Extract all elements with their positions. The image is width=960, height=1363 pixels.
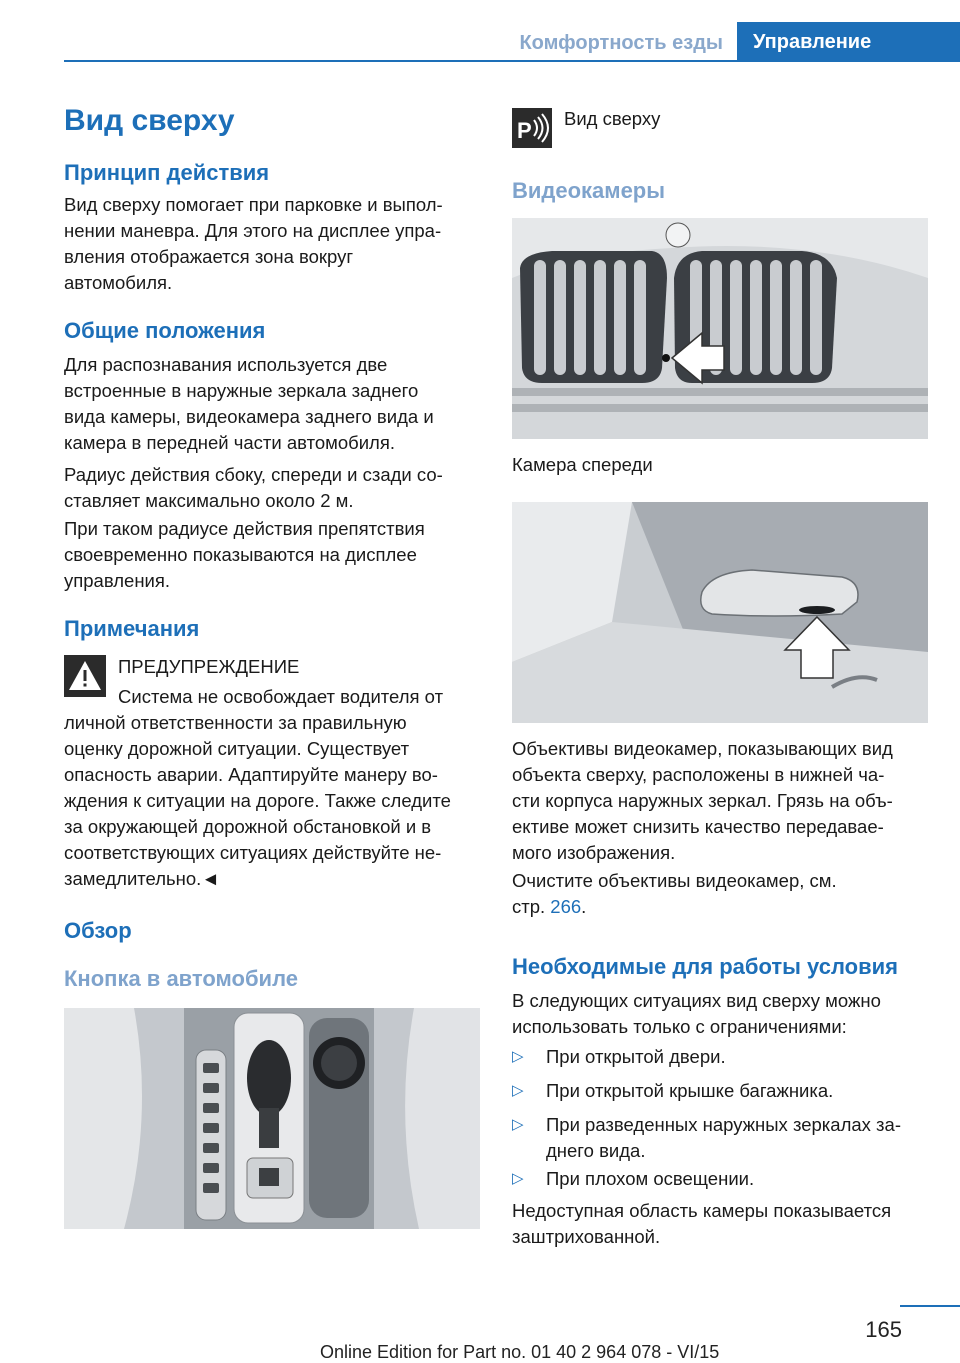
header-section-tab[interactable]: Комфортность езды xyxy=(519,32,723,54)
principle-paragraph: Вид сверху помогает при парковке и выпол- нении маневра. Для этого на дисплее упра- вления отображается зона вокруг автомобиля. xyxy=(64,194,443,293)
heading-notes: Примечания xyxy=(64,616,200,641)
warning-icon xyxy=(64,655,106,697)
heading-cameras: Видеокамеры xyxy=(512,178,666,203)
heading-general: Общие положения xyxy=(64,318,266,343)
warning-text: личной ответственности за правильную оценку дорожной ситуации. Существует опасность аварии. Адаптируйте манеру во- ждения к ситуации на дороге. Также следите за окружающей дорожной обстановкой и в соответствующих ситуациях действуйте не- замедлительно.◄ xyxy=(64,712,451,889)
heading-overview: Обзор xyxy=(64,918,132,943)
header-rule xyxy=(64,60,960,62)
bullet-marker: ▷ xyxy=(512,1170,524,1187)
page-title: Вид сверху xyxy=(64,104,235,137)
bullet-marker: ▷ xyxy=(512,1116,524,1133)
page-link[interactable]: 266 xyxy=(550,896,582,917)
warning-title: ПРЕДУПРЕЖДЕНИЕ xyxy=(118,656,300,677)
page-number: 165 xyxy=(865,1317,902,1342)
svg-text:P: P xyxy=(517,118,532,143)
hatched-paragraph: Недоступная область камеры показывается заштрихованной. xyxy=(512,1200,892,1247)
header-active-tab[interactable]: Управление xyxy=(737,22,960,62)
list-item: ▷ При открытой крышке багажника. xyxy=(512,1078,942,1104)
lenses-paragraph: Объективы видеокамер, показывающих вид объекта сверху, расположены в нижней ча- сти корпуса наружных зеркал. Грязь на объ- ективе может снизить качество передавае- мого изображения. xyxy=(512,738,893,863)
heading-principle: Принцип действия xyxy=(64,160,270,185)
general-paragraph-3: При таком радиусе действия препятствия своевременно показываются на дисплее управления. xyxy=(64,518,425,591)
console-image xyxy=(64,1008,480,1229)
bullet-marker: ▷ xyxy=(512,1048,524,1065)
conditions-paragraph: В следующих ситуациях вид сверху можно использовать только с ограничениями: xyxy=(512,990,881,1037)
bullet-marker: ▷ xyxy=(512,1082,524,1099)
footer-edition: Online Edition for Part no. 01 40 2 964 078 - VI/15 xyxy=(320,1342,720,1362)
list-item: ▷ При разведенных наружных зеркалах за- днего вида. xyxy=(512,1114,901,1161)
list-item: ▷ При плохом освещении. xyxy=(512,1166,942,1192)
top-view-icon xyxy=(512,108,552,148)
heading-button: Кнопка в автомобиле xyxy=(64,966,298,991)
general-paragraph-1: Для распознавания используется две встроенные в наружные зеркала заднего вида камеры, видеокамера заднего вида и камера в передней части автомобиля. xyxy=(64,354,434,453)
top-view-icon-label: Вид сверху xyxy=(564,108,661,129)
warning-first-line: Система не освобождает водителя от xyxy=(118,686,444,707)
mirror-camera-image xyxy=(512,502,928,723)
general-paragraph-2: Радиус действия сбоку, спереди и сзади со- ставляет максимально около 2 м. xyxy=(64,464,443,511)
front-camera-image xyxy=(512,218,928,439)
clean-paragraph: Очистите объективы видеокамер, см. стр. 266. xyxy=(512,870,837,917)
footer-rule xyxy=(900,1305,960,1307)
caption-front-camera: Камера спереди xyxy=(512,454,653,475)
list-item: ▷ При открытой двери. xyxy=(512,1044,942,1070)
heading-conditions: Необходимые для работы условия xyxy=(512,954,898,979)
